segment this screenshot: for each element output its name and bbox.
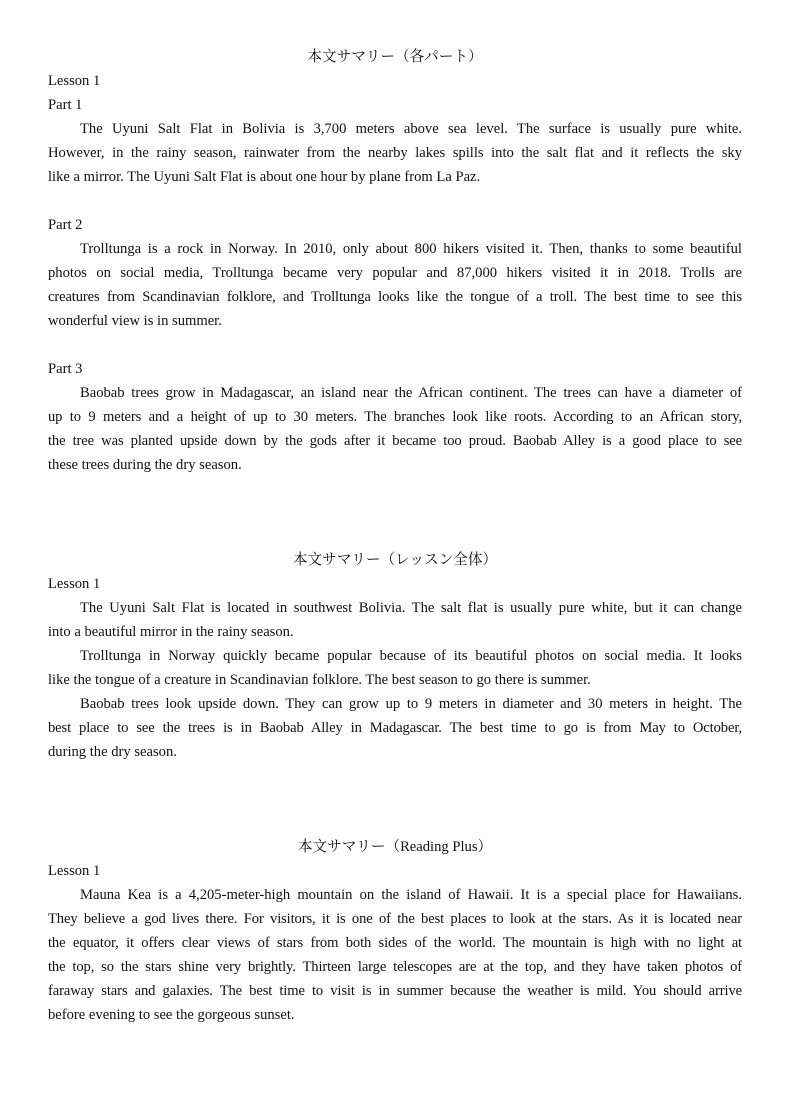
text-line: wonderful view is in summer. [48,313,222,329]
text-line: They believe a god lives there. For visitors, it is one of the best places to look at the stars. As it is located near [48,911,742,927]
text-line: Baobab trees look upside down. They can grow up to 9 meters in diameter and 30 meters in height. The [80,696,742,712]
text-line: up to 9 meters and a height of up to 30 meters. The branches look like roots. According to an African story, [48,409,742,425]
text-line: the top, so the stars shine very brightly. Thirteen large telescopes are at the top, and they have taken photos of [48,959,742,975]
text-line: into a beautiful mirror in the rainy season. [48,624,294,640]
text-line: before evening to see the gorgeous sunset. [48,1007,295,1023]
text-line: photos on social media, Trolltunga became very popular and 87,000 hikers visited it in 2018. Trolls are [48,265,742,281]
text-line: The Uyuni Salt Flat is located in southwest Bolivia. The salt flat is usually pure white, but it can change [80,600,742,616]
reading-plus-paragraph [48,884,742,1028]
summary-paragraph [48,693,742,765]
document-page [48,46,742,1028]
text-line: faraway stars and galaxies. The best time to visit is in summer because the weather is mild. You should arrive [48,983,742,999]
text-line: these trees during the dry season. [48,457,242,473]
text-line: like the tongue of a creature in Scandinavian folklore. The best season to go there is summer. [48,672,591,688]
text-line: Trolltunga in Norway quickly became popular because of its beautiful photos on social media. It looks [80,648,742,664]
text-line: like a mirror. The Uyuni Salt Flat is about one hour by plane from La Paz. [48,169,481,185]
text-line: However, in the rainy season, rainwater from the nearby lakes spills into the salt flat and it reflects the sky [48,145,742,161]
part-label: Part 3 [48,361,83,377]
lesson-label: Lesson 1 [48,863,101,879]
part-paragraph [48,118,742,190]
part-label: Part 2 [48,217,83,233]
part-paragraph [48,238,742,334]
part-paragraph [48,382,742,478]
section-title-lesson-whole: 本文サマリー（レッスン全体） [292,552,498,568]
text-line: Trolltunga is a rock in Norway. In 2010, only about 800 hikers visited it. Then, thanks to some beautiful [80,241,742,257]
section-title-parts: 本文サマリー（各パート） [307,49,483,65]
text-line: best place to see the trees is in Baobab Alley in Madagascar. The best time to go is from May to October, [48,720,742,736]
part-label: Part 1 [48,97,83,113]
summary-paragraph [48,645,742,693]
text-line: Baobab trees grow in Madagascar, an island near the African continent. The trees can have a diameter of [80,385,742,401]
lesson-label: Lesson 1 [48,73,101,89]
lesson-label: Lesson 1 [48,576,101,592]
summary-paragraph [48,597,742,645]
text-line: during the dry season. [48,744,177,760]
text-line: creatures from Scandinavian folklore, and Trolltunga looks like the tongue of a troll. The best time to see this [48,289,742,305]
text-line: The Uyuni Salt Flat in Bolivia is 3,700 meters above sea level. The surface is usually pure white. [80,121,742,137]
section-title-reading-plus: 本文サマリー（Reading Plus） [297,839,493,855]
text-line: the equator, it offers clear views of stars from both sides of the world. The mountain is high with no light at [48,935,742,951]
text-line: the tree was planted upside down by the gods after it became too proud. Baobab Alley is a good place to see [48,433,742,449]
text-line: Mauna Kea is a 4,205-meter-high mountain on the island of Hawaii. It is a special place for Hawaiians. [80,887,742,903]
